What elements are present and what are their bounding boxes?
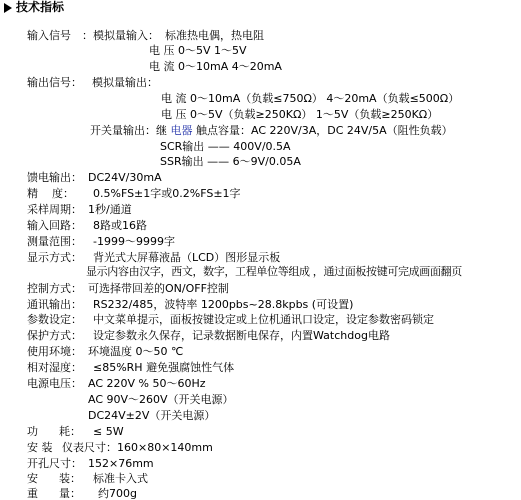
spec-value: 0.5%FS±1字或0.2%FS±1字 <box>93 187 241 200</box>
output-ssr: SSR输出 —— 6～9V/0.05A <box>160 155 301 168</box>
spec-label: 参数设定： <box>27 313 82 326</box>
input-analog-value: 标准热电偶，热电阻 <box>165 29 264 42</box>
spec-value: 8路或16路 <box>93 219 147 232</box>
spec-label: 开孔尺寸： <box>27 457 82 470</box>
spec-value: -1999～9999字 <box>93 235 175 248</box>
output-analog: 模拟量输出： <box>92 76 158 89</box>
spec-value: RS232/485，波特率 1200pbs~28.8kpbs (可设置) <box>93 298 354 311</box>
spec-value: 152×76mm <box>88 457 154 470</box>
spec-value: ≤85%RH 避免强腐蚀性气体 <box>93 361 235 374</box>
page-title: 技术指标 <box>16 0 65 14</box>
spec-label: 测量范围： <box>27 235 82 248</box>
spec-label: 使用环境： <box>27 345 82 358</box>
spec-label: 显示方式： <box>27 251 82 264</box>
spec-value: AC 220V % 50～60Hz <box>88 377 206 390</box>
spec-label: 功 耗： <box>27 425 81 438</box>
spec-value: 环境温度 0～50 ℃ <box>88 345 184 358</box>
spec-value: 中文菜单提示，面板按键设定或上位机通讯口设定，设定参数密码锁定 <box>93 313 434 326</box>
spec-label: 安 装： <box>27 472 81 485</box>
bullet-icon <box>3 3 13 13</box>
spec-value: DC24V±2V（开关电源） <box>88 409 216 422</box>
output-scr: SCR输出 —— 400V/0.5A <box>160 140 291 153</box>
spec-label: 控制方式： <box>27 282 82 295</box>
spec-label: 重 量： <box>27 487 81 500</box>
spec-label: 相对湿度： <box>27 361 82 374</box>
switch-prefix: 开关量输出：继 <box>90 124 171 137</box>
spec-value: AC 90V～260V（开关电源） <box>88 393 234 406</box>
spec-value: 1秒/通道 <box>88 203 132 216</box>
spec-value: 约700g <box>98 487 137 500</box>
spec-value: 可选择带回差的ON/OFF控制 <box>88 282 229 295</box>
output-current: 电 流 0～10mA（负载≤750Ω） 4～20mA（负载≤500Ω） <box>161 92 460 105</box>
spec-value: DC24V/30mA <box>88 171 162 184</box>
spec-value: 仪表尺寸：160×80×140mm <box>62 441 213 454</box>
spec-label: 馈电输出： <box>27 171 82 184</box>
spec-value: 显示内容由汉字，西文，数字，工程单位等组成 ，通过面板按键可完成画面翻页 <box>86 265 462 278</box>
spec-label: 安 装 <box>27 441 56 454</box>
spec-label: 采样周期： <box>27 203 82 216</box>
spec-label: 保护方式： <box>27 329 82 342</box>
output-signal-label: 输出信号： <box>27 76 82 89</box>
spec-label: 精 度： <box>27 187 74 200</box>
spec-value: ≤ 5W <box>93 425 124 438</box>
switch-relay: 电器 <box>170 124 193 137</box>
output-voltage: 电 压 0～5V（负载≥250KΩ） 1～5V（负载≥250KΩ） <box>161 108 439 121</box>
spec-value: 背光式大屏幕液晶（LCD）图形显示板 <box>93 251 281 264</box>
spec-label: 通讯输出： <box>27 298 82 311</box>
spec-value: 标准卡入式 <box>93 472 148 485</box>
spec-label: 输入回路： <box>27 219 82 232</box>
spec-value: 设定参数永久保存，记录数据断电保存，内置Watchdog电路 <box>93 329 390 342</box>
input-current: 电 流 0～10mA 4～20mA <box>149 60 282 73</box>
input-analog-prefix: ：模拟量输入： <box>82 29 159 42</box>
switch-suffix: 触点容量：AC 220V/3A，DC 24V/5A（阻性负载） <box>192 124 453 137</box>
input-voltage: 电 压 0～5V 1～5V <box>149 44 247 57</box>
input-signal-label: 输入信号 <box>27 29 71 42</box>
output-switch-line <box>90 124 453 137</box>
spec-label: 电源电压： <box>27 377 82 390</box>
